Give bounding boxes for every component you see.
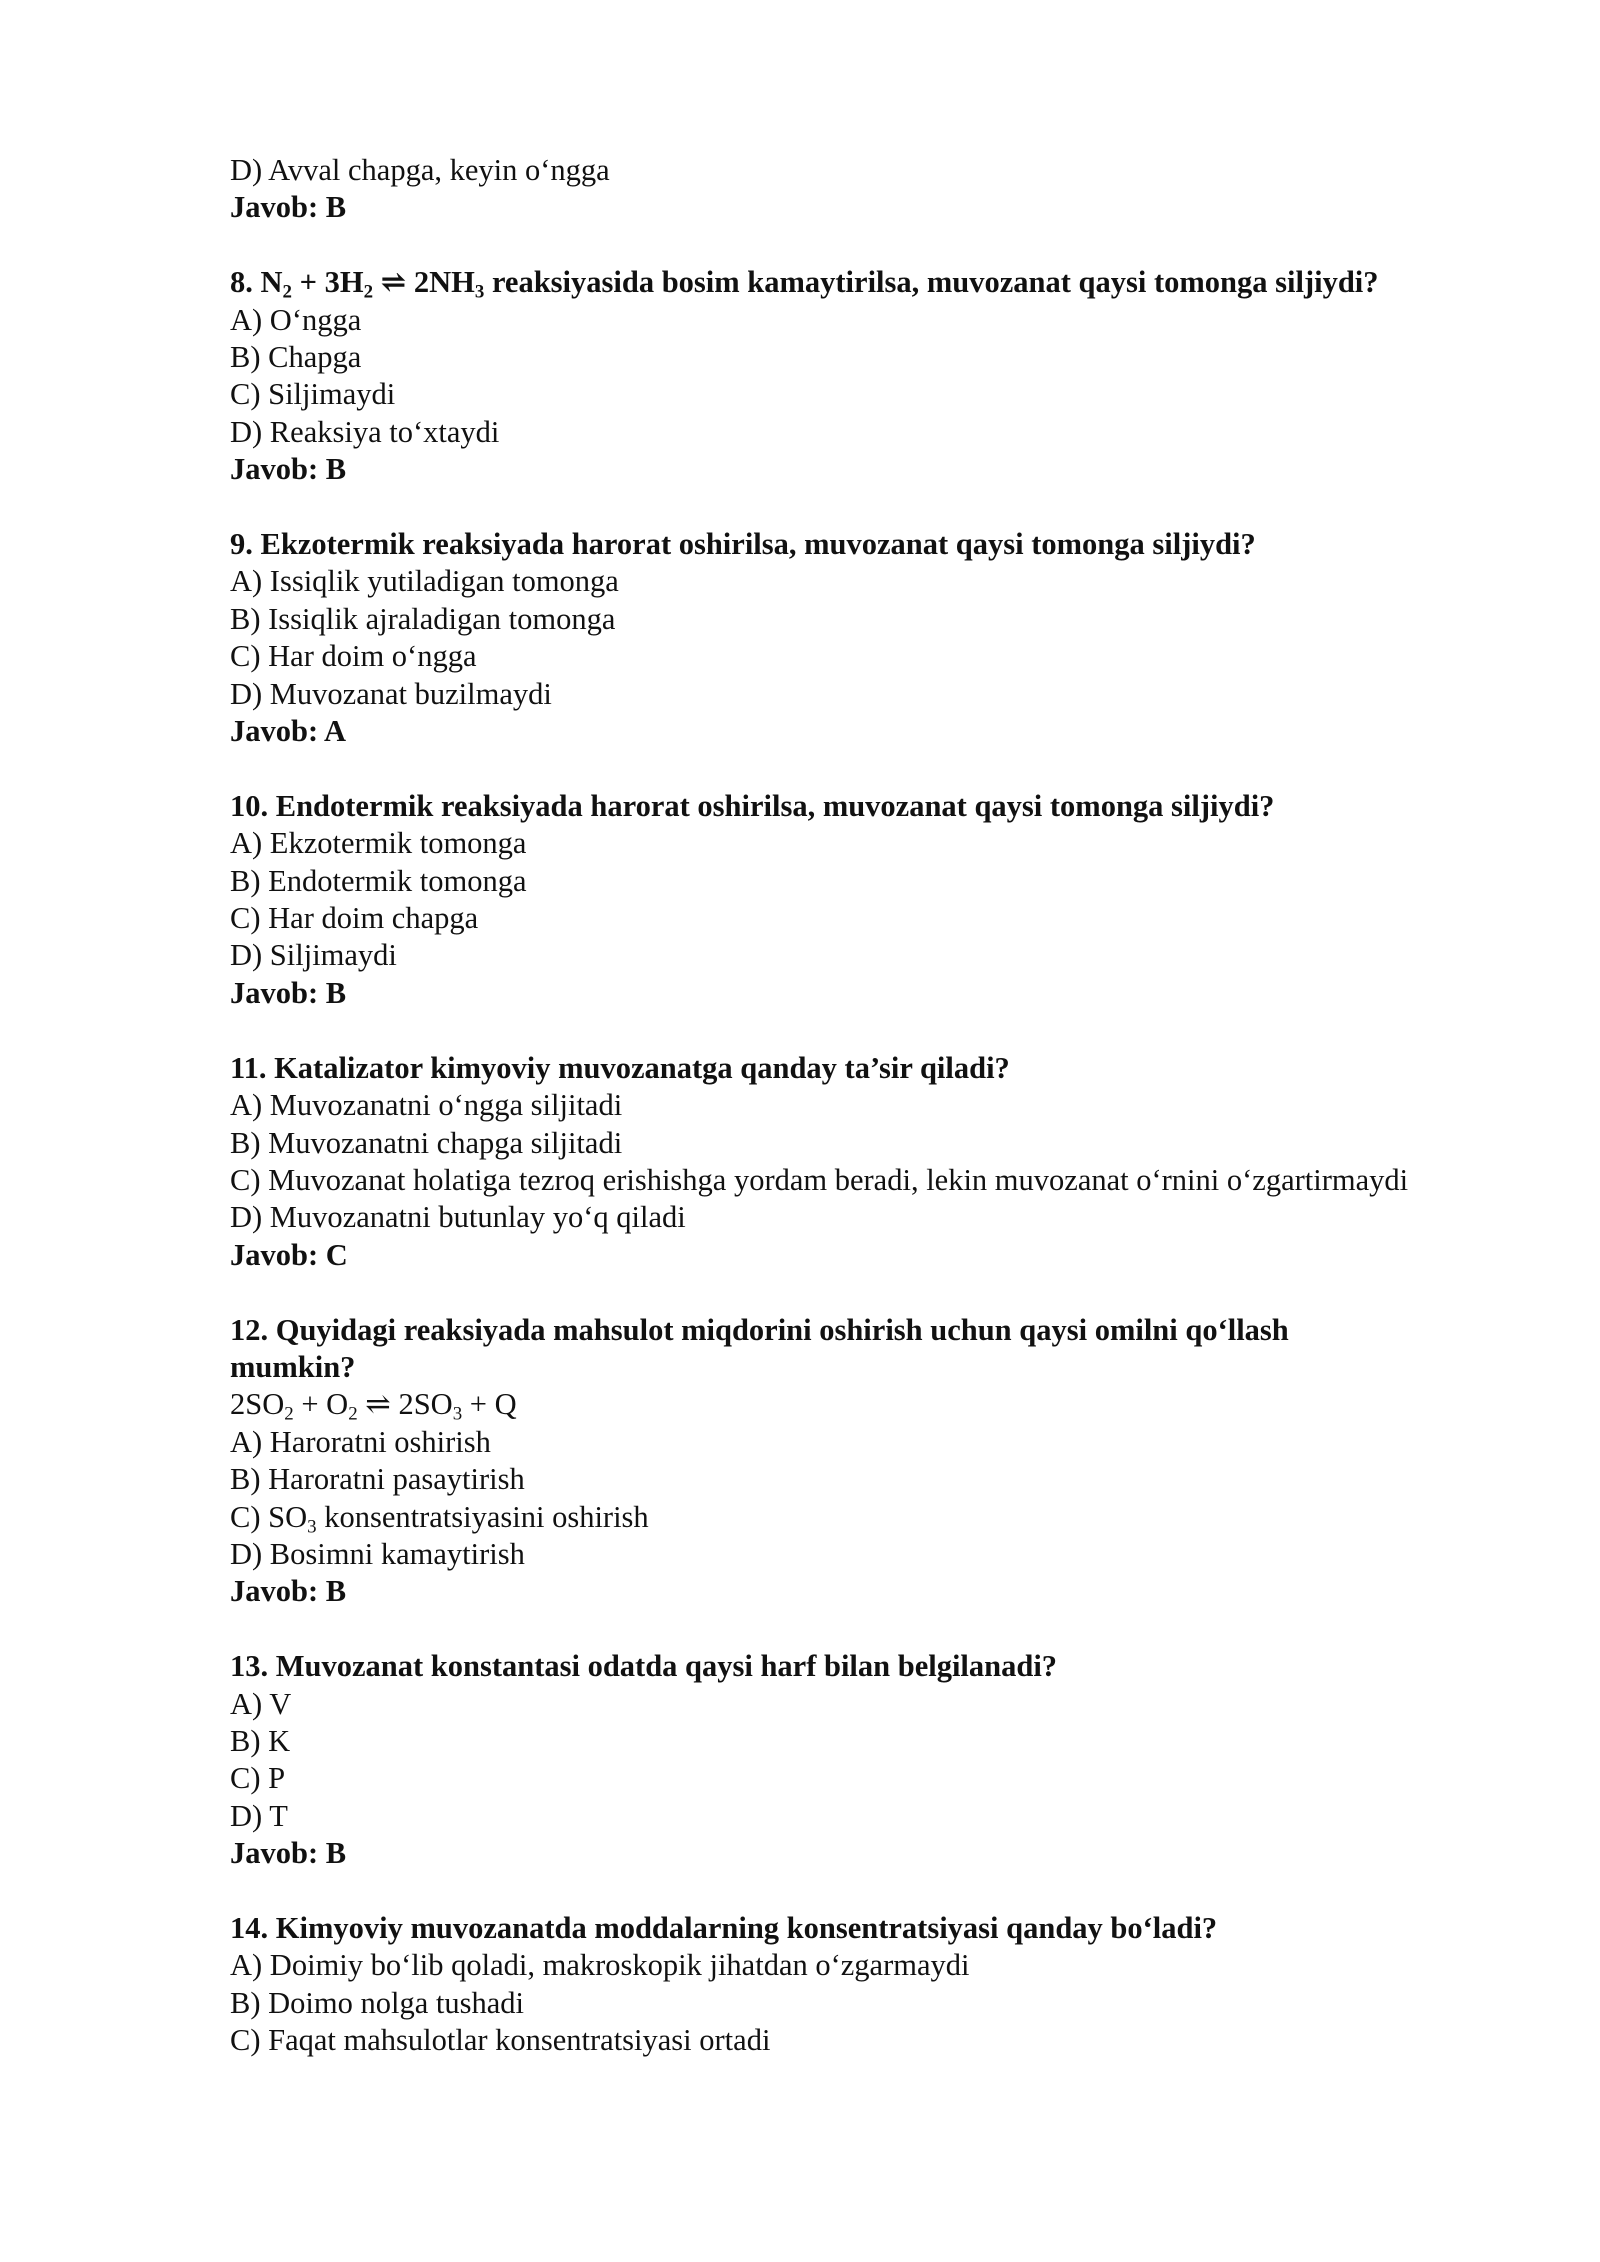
- option-a: A) O‘ngga: [230, 302, 362, 337]
- option-d: D) Muvozanatni butunlay yo‘q qiladi: [230, 1200, 686, 1235]
- answer-line: Javob: B: [230, 1836, 347, 1871]
- option-c-prefix: C) SO: [230, 1499, 308, 1534]
- option-b: B) Doimo nolga tushadi: [230, 1985, 524, 2020]
- option-b: B) K: [230, 1723, 291, 1758]
- option-b: B) Chapga: [230, 340, 362, 375]
- option-d: D) Reaksiya to‘xtaydi: [230, 414, 500, 449]
- option-d: D) Siljimaydi: [230, 938, 397, 973]
- answer-line: Javob: C: [230, 1237, 348, 1272]
- option-c: C) Muvozanat holatiga tezroq erishishga yordam beradi, lekin muvozanat o‘rnini o‘zgartirmaydi: [230, 1162, 1409, 1197]
- formula-subscript: 2: [282, 281, 292, 303]
- option-a: A) Haroratni oshirish: [230, 1424, 491, 1459]
- option-a: A) Muvozanatni o‘ngga siljitadi: [230, 1088, 623, 1123]
- question-10-title: 10. Endotermik reaksiyada harorat oshirilsa, muvozanat qaysi tomonga siljiydi?: [230, 788, 1275, 823]
- option-c: [230, 1499, 1560, 1536]
- option-b: B) Muvozanatni chapga siljitadi: [230, 1125, 623, 1160]
- answer-line: Javob: A: [230, 714, 347, 749]
- option-c: C) Siljimaydi: [230, 377, 396, 412]
- formula-n: N: [260, 265, 283, 300]
- spacer: [230, 1873, 1560, 1910]
- option-c: C) Har doim chapga: [230, 901, 479, 936]
- question-9-title: 9. Ekzotermik reaksiyada harorat oshirilsa, muvozanat qaysi tomonga siljiydi?: [230, 527, 1256, 562]
- spacer: [230, 1274, 1560, 1311]
- equilibrium-arrow: ⇌: [373, 265, 414, 300]
- option-b: B) Endotermik tomonga: [230, 863, 527, 898]
- option-b: B) Issiqlik ajraladigan tomonga: [230, 601, 616, 636]
- spacer: [230, 489, 1560, 526]
- formula-subscript: 3: [452, 1403, 463, 1425]
- answer-line: Javob: B: [230, 452, 347, 487]
- formula-subscript: 2: [348, 1403, 358, 1425]
- formula-so3: 2SO: [398, 1387, 453, 1422]
- answer-line: Javob: B: [230, 1574, 347, 1609]
- option-a: A) Issiqlik yutiladigan tomonga: [230, 564, 619, 599]
- option-c: C) Faqat mahsulotlar konsentratsiyasi ortadi: [230, 2023, 771, 2058]
- question-text: reaksiyasida bosim kamaytirilsa, muvozanat qaysi tomonga siljiydi?: [484, 265, 1379, 300]
- option-d: D) Muvozanat buzilmaydi: [230, 676, 552, 711]
- formula-subscript: 3: [307, 1515, 317, 1537]
- formula-so2: 2SO: [230, 1387, 285, 1422]
- option-c-suffix: konsentratsiyasini oshirish: [316, 1499, 649, 1534]
- reaction-equation: [230, 1386, 1560, 1423]
- spacer: [230, 1611, 1560, 1648]
- formula-h: + 3H: [291, 265, 364, 300]
- question-12-title: 12. Quyidagi reaksiyada mahsulot miqdorini oshirish uchun qaysi omilni qo‘llash mumkin?: [230, 1312, 1289, 1384]
- question-14-title: 14. Kimyoviy muvozanatda moddalarning konsentratsiyasi qanday bo‘ladi?: [230, 1910, 1218, 1945]
- formula-nh: 2NH: [413, 265, 475, 300]
- spacer: [230, 750, 1560, 787]
- option-a: A) Ekzotermik tomonga: [230, 826, 527, 861]
- formula-o: + O: [293, 1387, 349, 1422]
- answer-line: Javob: B: [230, 190, 347, 225]
- question-13-title: 13. Muvozanat konstantasi odatda qaysi harf bilan belgilanadi?: [230, 1649, 1058, 1684]
- question-11-title: 11. Katalizator kimyoviy muvozanatga qanday ta’sir qiladi?: [230, 1050, 1010, 1085]
- question-number: 8.: [230, 265, 253, 300]
- formula-subscript: 2: [363, 281, 374, 303]
- option-d: D) Bosimni kamaytirish: [230, 1536, 525, 1571]
- answer-line: Javob: B: [230, 975, 347, 1010]
- formula-subscript: 3: [474, 281, 485, 303]
- option-d: D) T: [230, 1798, 288, 1833]
- spacer: [230, 1012, 1560, 1049]
- option-d: D) Avval chapga, keyin o‘ngga: [230, 153, 610, 187]
- question-8-title: [230, 264, 1560, 301]
- option-c: C) P: [230, 1761, 286, 1796]
- formula-subscript: 2: [284, 1403, 294, 1425]
- document-page: [230, 152, 1560, 2060]
- spacer: [230, 227, 1560, 264]
- formula-q: + Q: [462, 1387, 517, 1422]
- equilibrium-arrow: ⇌: [357, 1387, 399, 1422]
- option-a: A) Doimiy bo‘lib qoladi, makroskopik jihatdan o‘zgarmaydi: [230, 1948, 970, 1983]
- option-a: A) V: [230, 1686, 292, 1721]
- option-c: C) Har doim o‘ngga: [230, 639, 477, 674]
- option-b: B) Haroratni pasaytirish: [230, 1462, 525, 1497]
